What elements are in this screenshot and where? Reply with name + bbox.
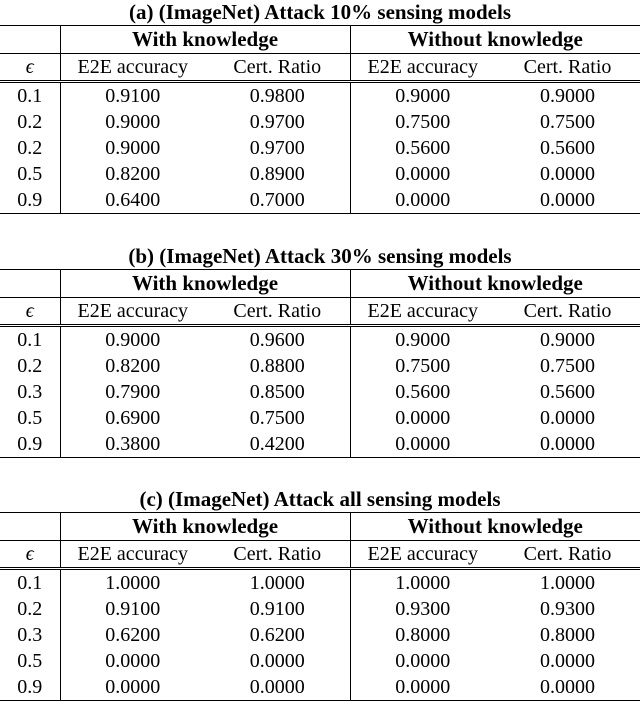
- column-header-row: [0, 541, 640, 569]
- with-cert-ratio-cell: 0.9800: [205, 82, 350, 110]
- without-cert-ratio-cell: 0.0000: [540, 163, 595, 185]
- header-cert-ratio: Cert. Ratio: [205, 54, 350, 82]
- epsilon-cell: 0.3: [0, 379, 60, 405]
- header-without-knowledge: Without knowledge: [350, 26, 640, 54]
- without-cert-ratio-cell: 0.0000: [540, 407, 595, 429]
- epsilon-cell: 0.1: [0, 569, 60, 597]
- result-table-block: [0, 244, 640, 458]
- group-header-row: [0, 513, 640, 541]
- without-e2e-accuracy-cell: 0.7500: [395, 355, 451, 377]
- without-e2e-accuracy-cell: 1.0000: [350, 569, 495, 597]
- without-e2e-accuracy-cell: 0.0000: [350, 431, 495, 458]
- table-row: [0, 326, 640, 354]
- without-cert-ratio-cell: 0.0000: [495, 674, 640, 701]
- with-e2e-accuracy-cell: 0.3800: [60, 431, 205, 458]
- result-table-block: [0, 0, 640, 214]
- without-e2e-accuracy-cell: 0.8000: [395, 624, 451, 646]
- without-cert-ratio-cell: 0.0000: [540, 650, 595, 672]
- header-with-knowledge: With knowledge: [60, 270, 350, 298]
- without-e2e-accuracy-cell: 0.9000: [350, 82, 495, 110]
- table-row: [0, 596, 640, 622]
- header-e2e-accuracy: E2E accuracy: [60, 54, 205, 82]
- table-row: [0, 379, 640, 405]
- with-cert-ratio-cell: 0.9700: [205, 135, 350, 161]
- without-cert-ratio-cell: 0.7500: [540, 111, 595, 133]
- with-e2e-accuracy-cell: 0.7900: [105, 381, 161, 403]
- header-e2e-accuracy: E2E accuracy: [60, 541, 205, 569]
- table-row: [0, 569, 640, 597]
- with-cert-ratio-cell: 0.8800: [205, 353, 350, 379]
- header-e2e-accuracy: E2E accuracy: [350, 54, 495, 82]
- epsilon-cell: 0.3: [0, 622, 60, 648]
- epsilon-cell: 0.1: [0, 82, 60, 110]
- without-e2e-accuracy-cell: 0.0000: [395, 650, 451, 672]
- without-e2e-accuracy-cell: 0.9000: [350, 326, 495, 354]
- header-epsilon: ϵ: [0, 298, 60, 326]
- with-cert-ratio-cell: 0.9700: [205, 109, 350, 135]
- with-e2e-accuracy-cell: 0.9000: [105, 111, 161, 133]
- table-caption: (b) (ImageNet) Attack 30% sensing models: [128, 244, 512, 268]
- header-e2e-accuracy: E2E accuracy: [60, 298, 205, 326]
- header-e2e-accuracy: E2E accuracy: [350, 541, 495, 569]
- epsilon-cell: 0.2: [0, 135, 60, 161]
- epsilon-cell: 0.5: [0, 161, 60, 187]
- without-cert-ratio-cell: 0.0000: [495, 187, 640, 214]
- group-header-row: [0, 270, 640, 298]
- table-row: [0, 187, 640, 214]
- with-e2e-accuracy-cell: 0.0000: [105, 650, 161, 672]
- table-row: [0, 405, 640, 431]
- epsilon-cell: 0.2: [0, 109, 60, 135]
- column-header-row: [0, 298, 640, 326]
- without-e2e-accuracy-cell: 0.0000: [395, 407, 451, 429]
- epsilon-cell: 0.9: [0, 187, 60, 214]
- with-cert-ratio-cell: 0.0000: [205, 674, 350, 701]
- epsilon-cell: 0.1: [0, 326, 60, 354]
- with-cert-ratio-cell: 0.7500: [205, 405, 350, 431]
- header-without-knowledge: Without knowledge: [350, 270, 640, 298]
- header-cert-ratio: Cert. Ratio: [205, 298, 350, 326]
- epsilon-cell: 0.5: [0, 405, 60, 431]
- epsilon-cell: 0.2: [0, 596, 60, 622]
- with-cert-ratio-cell: 0.9600: [205, 326, 350, 354]
- without-cert-ratio-cell: 0.7500: [540, 355, 595, 377]
- header-without-knowledge: Without knowledge: [350, 513, 640, 541]
- without-cert-ratio-cell: 0.9000: [495, 82, 640, 110]
- with-cert-ratio-cell: 0.8900: [205, 161, 350, 187]
- with-cert-ratio-cell: 1.0000: [205, 569, 350, 597]
- table-row: [0, 353, 640, 379]
- header-empty-cell: [0, 270, 60, 298]
- column-header-row: [0, 54, 640, 82]
- with-cert-ratio-cell: 0.7000: [205, 187, 350, 214]
- epsilon-cell: 0.2: [0, 353, 60, 379]
- with-e2e-accuracy-cell: 0.6400: [60, 187, 205, 214]
- without-e2e-accuracy-cell: 0.9300: [395, 598, 451, 620]
- results-table: [0, 25, 640, 214]
- without-e2e-accuracy-cell: 0.5600: [395, 137, 451, 159]
- header-cert-ratio: Cert. Ratio: [495, 298, 640, 326]
- without-cert-ratio-cell: 0.9000: [495, 326, 640, 354]
- header-empty-cell: [0, 26, 60, 54]
- table-row: [0, 109, 640, 135]
- with-e2e-accuracy-cell: 0.8200: [105, 355, 161, 377]
- epsilon-cell: 0.9: [0, 674, 60, 701]
- with-e2e-accuracy-cell: 0.0000: [60, 674, 205, 701]
- header-with-knowledge: With knowledge: [60, 26, 350, 54]
- with-cert-ratio-cell: 0.4200: [205, 431, 350, 458]
- header-cert-ratio: Cert. Ratio: [495, 54, 640, 82]
- result-table-block: [0, 487, 640, 701]
- table-row: [0, 674, 640, 701]
- with-e2e-accuracy-cell: 0.6200: [105, 624, 161, 646]
- table-row: [0, 82, 640, 110]
- table-caption: (c) (ImageNet) Attack all sensing models: [139, 487, 501, 511]
- with-cert-ratio-cell: 0.0000: [205, 648, 350, 674]
- results-table: [0, 512, 640, 701]
- with-e2e-accuracy-cell: 0.8200: [105, 163, 161, 185]
- table-row: [0, 161, 640, 187]
- epsilon-cell: 0.9: [0, 431, 60, 458]
- header-with-knowledge: With knowledge: [60, 513, 350, 541]
- with-e2e-accuracy-cell: 0.9000: [105, 137, 161, 159]
- with-cert-ratio-cell: 0.6200: [205, 622, 350, 648]
- without-cert-ratio-cell: 0.8000: [540, 624, 595, 646]
- without-cert-ratio-cell: 0.5600: [540, 381, 595, 403]
- without-cert-ratio-cell: 0.0000: [495, 431, 640, 458]
- with-e2e-accuracy-cell: 0.6900: [105, 407, 161, 429]
- table-caption: (a) (ImageNet) Attack 10% sensing models: [128, 0, 512, 24]
- without-e2e-accuracy-cell: 0.0000: [350, 674, 495, 701]
- without-cert-ratio-cell: 1.0000: [495, 569, 640, 597]
- table-row: [0, 431, 640, 458]
- epsilon-cell: 0.5: [0, 648, 60, 674]
- with-e2e-accuracy-cell: 0.9100: [105, 598, 161, 620]
- without-e2e-accuracy-cell: 0.0000: [395, 163, 451, 185]
- with-cert-ratio-cell: 0.8500: [205, 379, 350, 405]
- header-e2e-accuracy: E2E accuracy: [350, 298, 495, 326]
- table-row: [0, 622, 640, 648]
- with-e2e-accuracy-cell: 0.9000: [60, 326, 205, 354]
- header-cert-ratio: Cert. Ratio: [205, 541, 350, 569]
- header-empty-cell: [0, 513, 60, 541]
- without-e2e-accuracy-cell: 0.7500: [395, 111, 451, 133]
- table-row: [0, 648, 640, 674]
- with-e2e-accuracy-cell: 1.0000: [60, 569, 205, 597]
- group-header-row: [0, 26, 640, 54]
- header-epsilon: ϵ: [0, 541, 60, 569]
- without-cert-ratio-cell: 0.5600: [540, 137, 595, 159]
- without-e2e-accuracy-cell: 0.5600: [395, 381, 451, 403]
- results-table: [0, 269, 640, 458]
- with-e2e-accuracy-cell: 0.9100: [60, 82, 205, 110]
- without-cert-ratio-cell: 0.9300: [540, 598, 595, 620]
- with-cert-ratio-cell: 0.9100: [205, 596, 350, 622]
- table-row: [0, 135, 640, 161]
- without-e2e-accuracy-cell: 0.0000: [350, 187, 495, 214]
- header-epsilon: ϵ: [0, 54, 60, 82]
- header-cert-ratio: Cert. Ratio: [495, 541, 640, 569]
